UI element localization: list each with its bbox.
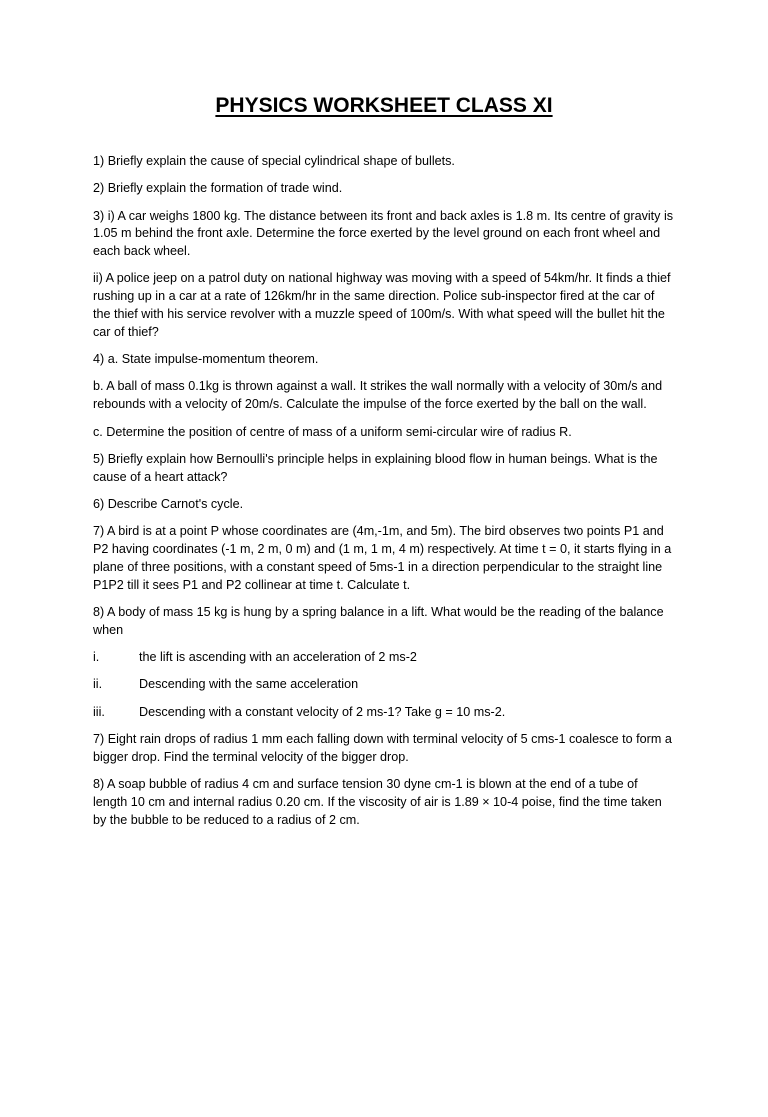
- question-1: 1) Briefly explain the cause of special cylindrical shape of bullets.: [93, 154, 455, 168]
- list-item-text: Descending with a constant velocity of 2 ms-1? Take g = 10 ms-2.: [139, 704, 506, 719]
- question-6: 6) Describe Carnot's cycle.: [93, 496, 244, 511]
- question-7: 7) A bird is at a point P whose coordinates are (4m,-1m, and 5m). The bird observes two points P1 and P2 having coordinates (-1 m, 2 m, 0 m) and (1 m, 1 m, 4 m) respectively. At time t = 0, it starts flying in a plane of three positions, with a constant speed of 5ms-1 in a direction perpendicular to the straight line P1P2 till it sees P1 and P2 collinear at time t. Calculate t.: [93, 524, 672, 592]
- list-item-text: the lift is ascending with an acceleration of 2 ms-2: [139, 650, 417, 665]
- question-4-a: 4) a. State impulse-momentum theorem.: [93, 352, 319, 367]
- document-body: [93, 153, 675, 829]
- list-item-text: Descending with the same acceleration: [139, 677, 359, 692]
- list-item: [93, 676, 675, 694]
- question-8: 8) A body of mass 15 kg is hung by a spring balance in a lift. What would be the reading of the balance when: [93, 604, 664, 637]
- question-8-soap-bubble: 8) A soap bubble of radius 4 cm and surface tension 30 dyne cm-1 is blown at the end of a tube of length 10 cm and internal radius 0.20 cm. If the viscosity of air is 1.89 × 10-4 poise, find the time taken by the bubble to be reduced to a radius of 2 cm.: [93, 777, 662, 827]
- list-item: [93, 649, 675, 667]
- list-marker: i.: [93, 650, 100, 665]
- list-marker: ii.: [93, 677, 103, 692]
- question-3-ii: ii) A police jeep on a patrol duty on national highway was moving with a speed of 54km/hr. It finds a thief rushing up in a car at a rate of 126km/hr in the same direction. Police sub-inspector fired at the car of the thief with his service revolver with a muzzle speed of 100m/s. With what speed will the bullet hit the car of thief?: [93, 271, 671, 339]
- list-marker: iii.: [93, 704, 105, 719]
- question-7-rain-drops: 7) Eight rain drops of radius 1 mm each falling down with terminal velocity of 5 cms-1 coalesce to form a bigger drop. Find the terminal velocity of the bigger drop.: [93, 731, 672, 764]
- question-4-c: c. Determine the position of centre of mass of a uniform semi-circular wire of radius R.: [93, 424, 572, 439]
- question-3-i: 3) i) A car weighs 1800 kg. The distance between its front and back axles is 1.8 m. Its centre of gravity is 1.05 m behind the front axle. Determine the force exerted by the level ground on each front wheel and each back wheel.: [93, 208, 674, 259]
- page-title: PHYSICS WORKSHEET CLASS XI: [215, 94, 553, 117]
- list-item: [93, 704, 675, 722]
- question-4-b: b. A ball of mass 0.1kg is thrown against a wall. It strikes the wall normally with a velocity of 30m/s and rebounds with a velocity of 20m/s. Calculate the impulse of the force exerted by the ball on the wall.: [93, 379, 663, 412]
- question-5: 5) Briefly explain how Bernoulli's principle helps in explaining blood flow in human beings. What is the cause of a heart attack?: [93, 451, 658, 484]
- worksheet-page: [0, 93, 768, 1117]
- question-2: 2) Briefly explain the formation of trade wind.: [93, 181, 343, 196]
